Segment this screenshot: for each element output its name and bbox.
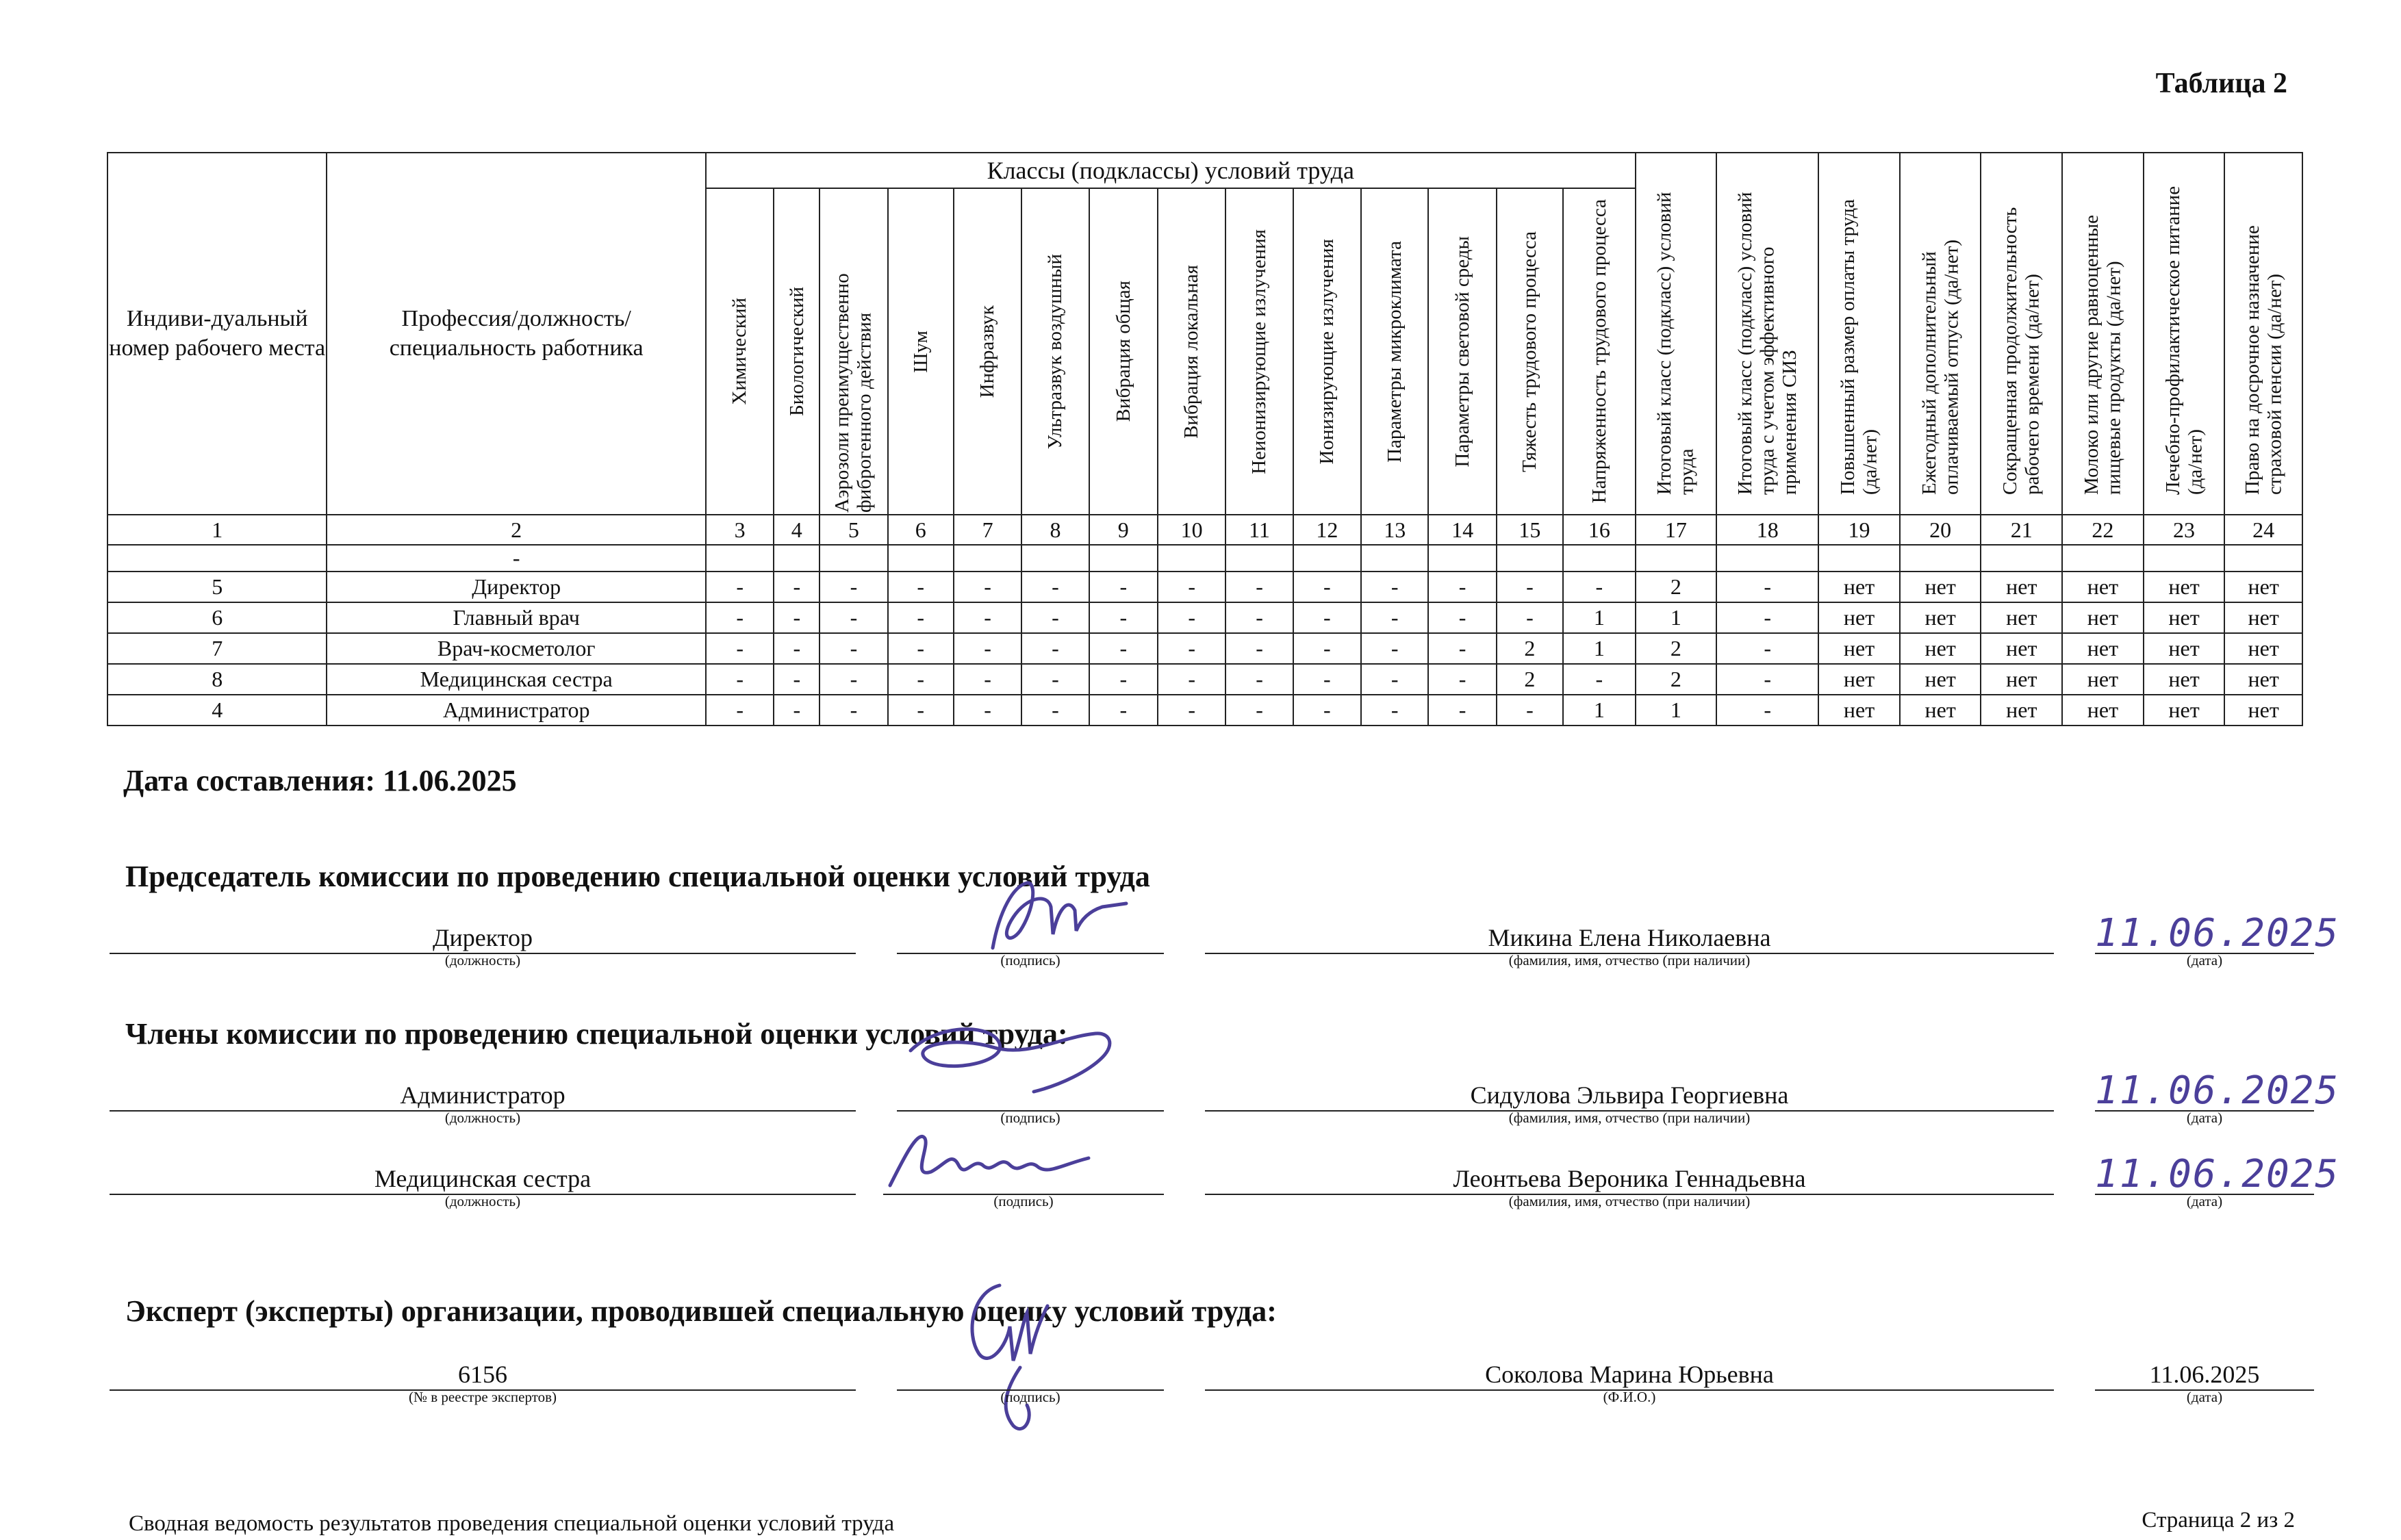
header-factor-label: Биологический (785, 287, 808, 416)
factor-class-cell: - (1225, 664, 1293, 695)
member-date-field (2095, 1152, 2340, 1209)
column-number-cell: 21 (1981, 515, 2062, 545)
profession-cell: Врач-косметолог (327, 633, 706, 664)
factor-class-cell: - (820, 664, 887, 695)
summary-cell: 2 (1636, 633, 1717, 664)
header-factor (706, 188, 774, 515)
member-position: Администратор (400, 1081, 566, 1109)
factor-class-cell: - (1225, 695, 1293, 726)
date-caption: (дата) (2186, 1109, 2223, 1126)
empty-cell (774, 545, 820, 572)
position-caption: (должность) (444, 1109, 521, 1126)
header-summary-label: Ежегодный дополнительный оплачиваемый отпуск (да/нет) (1918, 239, 1963, 495)
column-number-cell: 16 (1563, 515, 1636, 545)
table-label: Таблица 2 (2155, 68, 2287, 99)
workplace-id-cell: 4 (107, 695, 327, 726)
summary-cell: нет (2224, 664, 2302, 695)
factor-class-cell: - (1089, 572, 1158, 602)
position-caption: (должность) (444, 952, 521, 968)
signature-caption: (подпись) (1000, 1389, 1060, 1405)
factor-class-cell: - (1158, 602, 1225, 633)
factor-class-cell: - (1563, 572, 1636, 602)
factor-class-cell: - (1293, 664, 1361, 695)
header-summary (1636, 153, 1717, 515)
date-caption: (дата) (2186, 1389, 2223, 1405)
summary-cell: нет (1818, 664, 1900, 695)
column-number-cell: 8 (1021, 515, 1089, 545)
factor-class-cell: 1 (1563, 695, 1636, 726)
header-summary (2062, 153, 2144, 515)
summary-cell: нет (1818, 602, 1900, 633)
empty-cell (1716, 545, 1818, 572)
empty-cell (107, 545, 327, 572)
factor-class-cell: - (1021, 664, 1089, 695)
factor-class-cell: - (1293, 602, 1361, 633)
profession-cell: Директор (327, 572, 706, 602)
summary-cell: нет (2224, 695, 2302, 726)
fio-caption: (фамилия, имя, отчество (при наличии) (1508, 952, 1751, 968)
factor-class-cell: - (954, 602, 1021, 633)
summary-cell: - (1716, 572, 1818, 602)
factor-class-cell: 1 (1563, 633, 1636, 664)
factor-class-cell: - (888, 602, 954, 633)
column-number-cell: 15 (1497, 515, 1563, 545)
factor-class-cell: - (888, 695, 954, 726)
summary-cell: - (1716, 633, 1818, 664)
factor-class-cell: - (706, 602, 774, 633)
fio-caption: (Ф.И.О.) (1603, 1389, 1656, 1405)
factor-class-cell: - (1361, 664, 1428, 695)
header-factor (1158, 188, 1225, 515)
factor-class-cell: - (774, 664, 820, 695)
factor-class-cell: - (1021, 695, 1089, 726)
header-summary-label: Итоговый класс (подкласс) условий труда с учетом эффективного применения СИЗ (1734, 191, 1801, 495)
factor-class-cell: - (1428, 633, 1496, 664)
factor-class-cell: - (1225, 633, 1293, 664)
factor-class-cell: - (706, 572, 774, 602)
factor-class-cell: - (774, 602, 820, 633)
factor-class-cell: - (1563, 664, 1636, 695)
header-summary (2224, 153, 2302, 515)
column-number-cell: 13 (1361, 515, 1428, 545)
summary-cell: нет (1900, 633, 1981, 664)
column-number-cell: 19 (1818, 515, 1900, 545)
header-summary-label: Итоговый класс (подкласс) условий труда (1653, 191, 1698, 495)
summary-cell: нет (2062, 572, 2144, 602)
header-summary-label: Повышенный размер оплаты труда (да/нет) (1837, 198, 1881, 495)
expert-name: Соколова Марина Юрьевна (1485, 1361, 1774, 1388)
header-factor-label: Неионизирующие излучения (1248, 229, 1271, 474)
expert-name-field (1205, 1354, 2054, 1405)
factor-class-cell: - (1361, 572, 1428, 602)
profession-cell: Администратор (327, 695, 706, 726)
expert-date: 11.06.2025 (2149, 1361, 2260, 1388)
empty-cell (1497, 545, 1563, 572)
signature-mark (958, 1272, 1061, 1436)
profession-cell: Главный врач (327, 602, 706, 633)
factor-class-cell: - (1089, 602, 1158, 633)
header-factor (1428, 188, 1496, 515)
factor-class-cell: - (954, 633, 1021, 664)
header-summary (2144, 153, 2225, 515)
signature-mark (897, 1010, 1123, 1119)
signature-caption: (подпись) (1000, 1109, 1060, 1126)
factor-class-cell: - (1089, 664, 1158, 695)
factor-class-cell: - (1497, 602, 1563, 633)
member-position-field (110, 1158, 856, 1209)
position-caption: (должность) (444, 1193, 521, 1209)
factor-class-cell: - (774, 572, 820, 602)
header-factor-label: Химический (728, 298, 751, 405)
empty-cell (2062, 545, 2144, 572)
member-date-field (2095, 1068, 2340, 1126)
factor-class-cell: - (888, 633, 954, 664)
chairman-name-field (1205, 917, 2054, 968)
date-caption: (дата) (2186, 1193, 2223, 1209)
column-number-cell: 6 (888, 515, 954, 545)
summary-cell: нет (1981, 633, 2062, 664)
summary-cell: 1 (1636, 602, 1717, 633)
factor-class-cell: - (1293, 633, 1361, 664)
table-row (107, 572, 2302, 602)
header-factor-label: Инфразвук (976, 305, 999, 398)
header-factor (954, 188, 1021, 515)
date-caption: (дата) (2186, 952, 2223, 968)
summary-cell: нет (1900, 695, 1981, 726)
members-heading: Члены комиссии по проведению специальной оценки условий труда: (125, 1017, 1068, 1051)
header-factor (820, 188, 887, 515)
chairman-heading: Председатель комиссии по проведению специальной оценки условий труда (125, 860, 1150, 893)
factor-class-cell: - (1428, 664, 1496, 695)
factor-class-cell: - (888, 572, 954, 602)
summary-cell: нет (2062, 602, 2144, 633)
member-name: Сидулова Эльвира Георгиевна (1470, 1081, 1789, 1109)
member-name: Леонтьева Вероника Геннадьевна (1453, 1165, 1806, 1192)
chairman-date-field (2095, 911, 2340, 968)
table-row (107, 695, 2302, 726)
empty-cell (2224, 545, 2302, 572)
summary-cell: нет (1900, 664, 1981, 695)
summary-cell: нет (2062, 664, 2144, 695)
summary-cell: нет (1900, 602, 1981, 633)
summary-cell: нет (1981, 664, 2062, 695)
fio-caption: (фамилия, имя, отчество (при наличии) (1508, 1109, 1751, 1126)
chairman-position-field (110, 917, 856, 968)
chairman-name: Микина Елена Николаевна (1488, 924, 1771, 951)
header-factor-label: Вибрация локальная (1180, 264, 1203, 439)
signature-caption: (подпись) (1000, 952, 1060, 968)
column-number-cell: 7 (954, 515, 1021, 545)
empty-cell (1158, 545, 1225, 572)
member-date: 11.06.2025 (2095, 1152, 2340, 1196)
header-factor-label: Ионизирующие излучения (1316, 238, 1338, 465)
expert-signature-field (897, 1354, 1164, 1405)
column-number-cell: 9 (1089, 515, 1158, 545)
header-summary (1981, 153, 2062, 515)
factor-class-cell: - (820, 602, 887, 633)
empty-cell (1636, 545, 1717, 572)
header-factor (1089, 188, 1158, 515)
summary-cell: - (1716, 664, 1818, 695)
header-factor-label: Параметры микроклимата (1383, 240, 1406, 463)
summary-cell: нет (2224, 572, 2302, 602)
factor-class-cell: - (774, 633, 820, 664)
factor-class-cell: - (1361, 633, 1428, 664)
summary-cell: нет (2224, 633, 2302, 664)
empty-cell (1900, 545, 1981, 572)
factor-class-cell: - (1021, 602, 1089, 633)
factor-class-cell: - (706, 664, 774, 695)
factor-class-cell: - (954, 664, 1021, 695)
signature-caption: (подпись) (993, 1193, 1054, 1209)
factor-class-cell: - (1225, 572, 1293, 602)
summary-cell: нет (1818, 695, 1900, 726)
summary-cell: нет (1818, 633, 1900, 664)
factor-class-cell: - (1293, 695, 1361, 726)
member-signature-field (897, 1075, 1164, 1126)
expert-heading: Эксперт (эксперты) организации, проводившей специальную оценку условий труда: (125, 1294, 1277, 1328)
empty-cell (706, 545, 774, 572)
factor-class-cell: - (706, 695, 774, 726)
empty-cell (2144, 545, 2225, 572)
empty-cell (888, 545, 954, 572)
summary-cell: нет (2144, 633, 2225, 664)
header-factor-label: Тяжесть трудового процесса (1519, 231, 1541, 472)
summary-cell: нет (1981, 695, 2062, 726)
header-factor-label: Вибрация общая (1112, 281, 1134, 422)
summary-cell: нет (1981, 572, 2062, 602)
header-factor-label: Аэрозоли преимущественно фиброгенного действия (831, 272, 876, 513)
factor-class-cell: - (774, 695, 820, 726)
factor-class-cell: - (1428, 572, 1496, 602)
summary-cell: 2 (1636, 664, 1717, 695)
factor-class-cell: - (1158, 572, 1225, 602)
factor-class-cell: - (820, 633, 887, 664)
column-number-cell: 4 (774, 515, 820, 545)
header-factor-label: Напряженность трудового процесса (1588, 199, 1610, 504)
header-factor-label: Параметры световой среды (1451, 235, 1473, 467)
table-row (107, 633, 2302, 664)
factor-class-cell: - (706, 633, 774, 664)
column-number-cell: 20 (1900, 515, 1981, 545)
header-summary-label: Лечебно-профилактическое питание (да/нет) (2161, 185, 2207, 495)
member-name-field (1205, 1158, 2054, 1209)
profession-cell: Медицинская сестра (327, 664, 706, 695)
column-number-cell: 18 (1716, 515, 1818, 545)
summary-cell: нет (2062, 695, 2144, 726)
column-number-cell: 5 (820, 515, 887, 545)
column-number-row (107, 515, 2302, 545)
header-summary (1900, 153, 1981, 515)
footer-document-title: Сводная ведомость результатов проведения специальной оценки условий труда (129, 1511, 895, 1536)
empty-cell (1361, 545, 1428, 572)
column-number-cell: 22 (2062, 515, 2144, 545)
header-factor (1361, 188, 1428, 515)
member-name-field (1205, 1075, 2054, 1126)
empty-cell (1818, 545, 1900, 572)
fio-caption: (фамилия, имя, отчество (при наличии) (1508, 1193, 1751, 1209)
chairman-signature-field (897, 917, 1164, 968)
summary-cell: нет (2224, 602, 2302, 633)
factor-class-cell: - (1428, 695, 1496, 726)
subsection-row (107, 545, 2302, 572)
factor-class-cell: 2 (1497, 664, 1563, 695)
header-summary-label: Молоко или другие равноценные пищевые продукты (да/нет) (2080, 214, 2125, 495)
signature-mark (883, 1117, 1095, 1199)
header-factor-label: Шум (909, 330, 932, 373)
header-classes-group: Классы (подклассы) условий труда (706, 153, 1636, 188)
column-number-cell: 10 (1158, 515, 1225, 545)
header-summary-label: Право на досрочное назначение страховой пенсии (да/нет) (2241, 224, 2286, 495)
empty-cell (1021, 545, 1089, 572)
factor-class-cell: - (954, 695, 1021, 726)
summary-cell: 1 (1636, 695, 1717, 726)
summary-cell: нет (2062, 633, 2144, 664)
header-factor (1497, 188, 1563, 515)
member-signature-field (883, 1158, 1164, 1209)
summary-cell: нет (2144, 695, 2225, 726)
compiled-date: Дата составления: 11.06.2025 (123, 764, 517, 797)
expert-registry-number: 6156 (458, 1361, 507, 1388)
factor-class-cell: - (1089, 695, 1158, 726)
workplace-id-cell: 8 (107, 664, 327, 695)
table-row (107, 664, 2302, 695)
factor-class-cell: - (1361, 602, 1428, 633)
factor-class-cell: 1 (1563, 602, 1636, 633)
factor-class-cell: - (1497, 695, 1563, 726)
factor-class-cell: - (1428, 602, 1496, 633)
workplace-id-cell: 6 (107, 602, 327, 633)
header-factor (1563, 188, 1636, 515)
column-number-cell: 23 (2144, 515, 2225, 545)
header-factor (1021, 188, 1089, 515)
chairman-date: 11.06.2025 (2095, 911, 2340, 955)
table-row (107, 602, 2302, 633)
empty-cell (1981, 545, 2062, 572)
empty-cell (954, 545, 1021, 572)
table-body (107, 515, 2302, 726)
factor-class-cell: 2 (1497, 633, 1563, 664)
factor-class-cell: - (1158, 664, 1225, 695)
factor-class-cell: - (1225, 602, 1293, 633)
header-factor (888, 188, 954, 515)
summary-cell: - (1716, 695, 1818, 726)
factor-class-cell: - (888, 664, 954, 695)
subsection-label: - (327, 545, 706, 572)
factor-class-cell: - (1497, 572, 1563, 602)
summary-cell: нет (2144, 602, 2225, 633)
header-factor-label: Ультразвук воздушный (1044, 253, 1067, 450)
empty-cell (1428, 545, 1496, 572)
column-number-cell: 11 (1225, 515, 1293, 545)
signature-mark (972, 869, 1130, 965)
factor-class-cell: - (1021, 633, 1089, 664)
summary-cell: нет (1981, 602, 2062, 633)
factor-class-cell: - (1158, 633, 1225, 664)
member-position: Медицинская сестра (374, 1165, 592, 1192)
expert-date-field (2095, 1354, 2314, 1405)
column-number-cell: 17 (1636, 515, 1717, 545)
factor-class-cell: - (820, 695, 887, 726)
column-number-cell: 12 (1293, 515, 1361, 545)
column-number-cell: 24 (2224, 515, 2302, 545)
summary-cell: нет (2144, 664, 2225, 695)
summary-cell: нет (1818, 572, 1900, 602)
factor-class-cell: - (1293, 572, 1361, 602)
factor-class-cell: - (1021, 572, 1089, 602)
column-number-cell: 2 (327, 515, 706, 545)
chairman-position: Директор (432, 924, 533, 951)
column-number-cell: 14 (1428, 515, 1496, 545)
column-number-cell: 1 (107, 515, 327, 545)
empty-cell (1563, 545, 1636, 572)
empty-cell (820, 545, 887, 572)
header-summary (1818, 153, 1900, 515)
expert-registry-field (110, 1354, 856, 1405)
workplace-id-cell: 7 (107, 633, 327, 664)
header-factor (774, 188, 820, 515)
empty-cell (1089, 545, 1158, 572)
empty-cell (1293, 545, 1361, 572)
member-position-field (110, 1075, 856, 1126)
column-number-cell: 3 (706, 515, 774, 545)
summary-cell: нет (1900, 572, 1981, 602)
header-summary (1716, 153, 1818, 515)
header-workplace-id: Индиви-дуальный номер рабочего места (107, 153, 327, 515)
factor-class-cell: - (1361, 695, 1428, 726)
footer-page-number: Страница 2 из 2 (2142, 1508, 2295, 1532)
registry-caption: (№ в реестре экспертов) (408, 1389, 557, 1405)
summary-cell: 2 (1636, 572, 1717, 602)
summary-table (107, 152, 2303, 726)
factor-class-cell: - (1158, 695, 1225, 726)
header-profession: Профессия/должность/ специальность работника (327, 153, 706, 515)
factor-class-cell: - (954, 572, 1021, 602)
empty-cell (1225, 545, 1293, 572)
header-factor (1225, 188, 1293, 515)
workplace-id-cell: 5 (107, 572, 327, 602)
member-date: 11.06.2025 (2095, 1068, 2340, 1113)
factor-class-cell: - (820, 572, 887, 602)
header-factor (1293, 188, 1361, 515)
summary-cell: - (1716, 602, 1818, 633)
summary-cell: нет (2144, 572, 2225, 602)
header-summary-label: Сокращенная продолжительность рабочего времени (да/нет) (1999, 207, 2044, 495)
factor-class-cell: - (1089, 633, 1158, 664)
